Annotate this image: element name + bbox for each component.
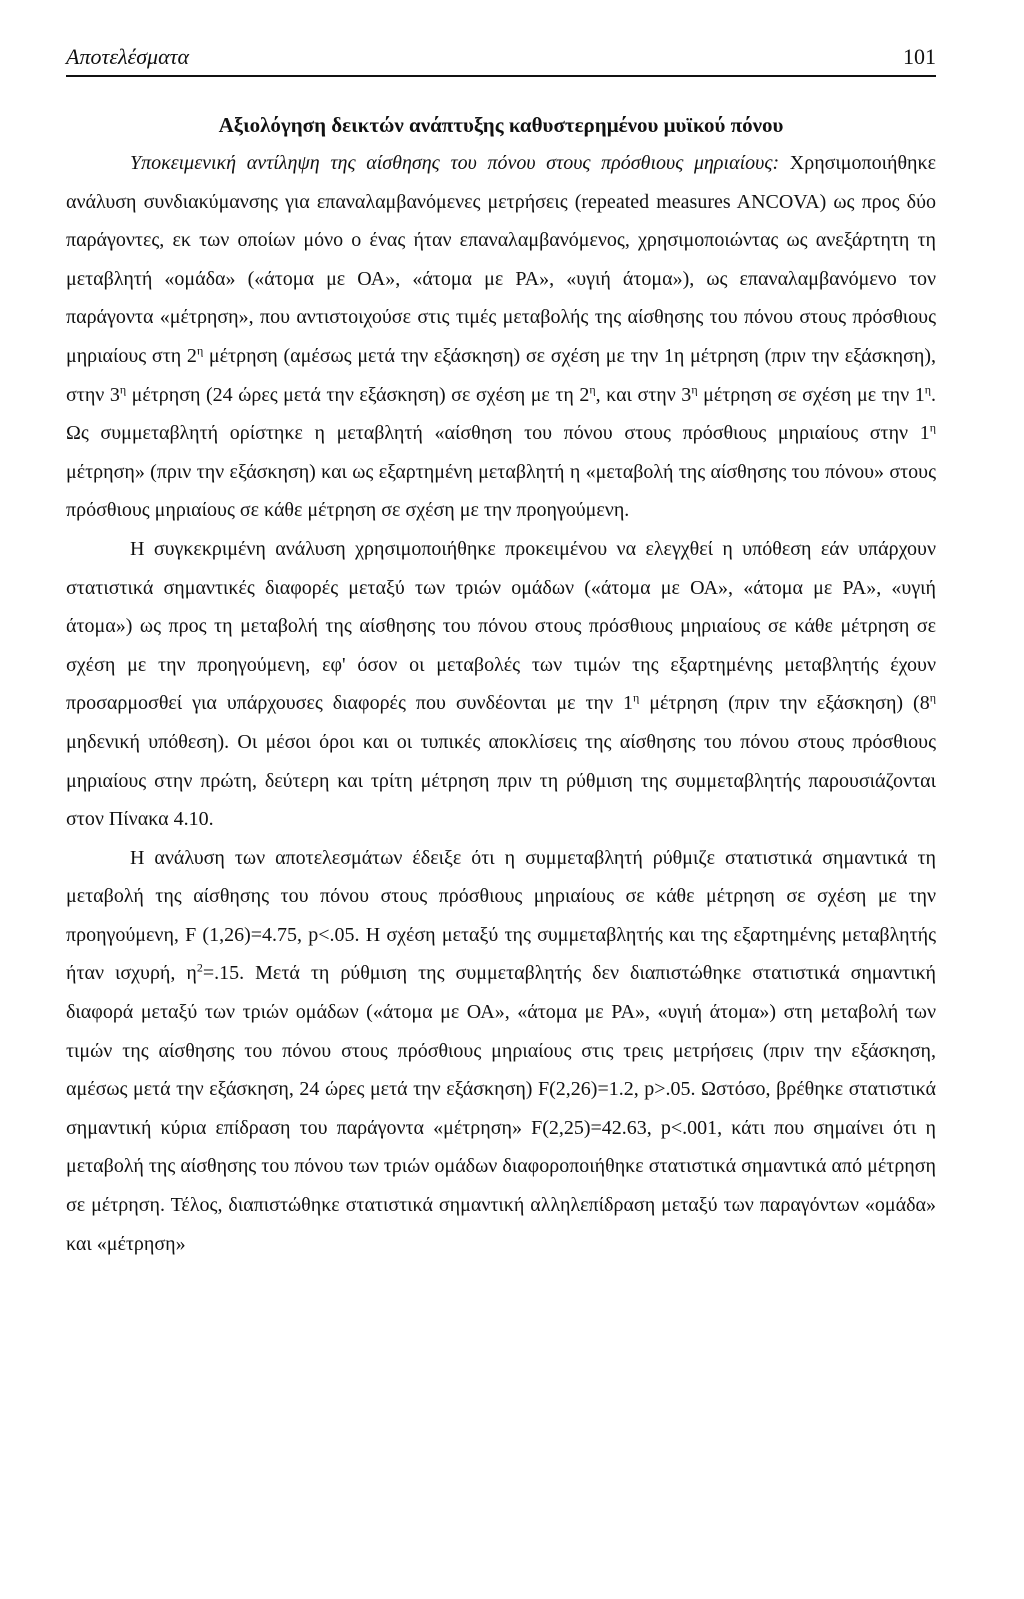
paragraph-1-subtitle: Υποκειμενική αντίληψη της αίσθησης του πόνου στους πρόσθιους μηριαίους: [130, 152, 780, 174]
paragraph-3: Η ανάλυση των αποτελεσμάτων έδειξε ότι η συμμεταβλητή ρύθμιζε στατιστικά σημαντικά τη μεταβολή της αίσθησης του πόνου στους πρόσθιους μηριαίους σε κάθε μέτρηση σε σχέση με την προηγούμενη, F (1,26)=4.75, p<.05. Η σχέση μεταξύ της συμμεταβλητής και της εξαρτημένης μεταβλητής ήταν ισχυρή, $\eta^2=.15$. Μετά τη ρύθμιση της συμμεταβλητής δεν διαπιστώθηκε στατιστικά σημαντική διαφορά μεταξύ των τριών ομάδων («άτομα με ΟΑ», «άτομα με ΡΑ», «υγιή άτομα») στη μεταβολή των τιμών της αίσθησης του πόνου στους πρόσθιους μηριαίους στις τρεις μετρήσεις (πριν την εξάσκηση, αμέσως μετά την εξάσκηση, 24 ώρες μετά την εξάσκηση) F(2,26)=1.2, p>.05. Ωστόσο, βρέθηκε στατιστικά σημαντική κύρια επίδραση του παράγοντα «μέτρηση» F(2,25)=42.63, p<.001, κάτι που σημαίνει ότι η μεταβολή της αίσθησης του πόνου των τριών ομάδων διαφοροποιήθηκε στατιστικά σημαντικά από μέτρηση σε μέτρηση. Τέλος, διαπιστώθηκε στατιστικά σημαντική αλληλεπίδραση μεταξύ των παραγόντων «ομάδα» και «μέτρηση» [66, 846, 937, 1255]
page-header [66, 40, 936, 74]
page-number: 101 [903, 44, 936, 69]
header-rule [66, 75, 936, 77]
body-text [66, 107, 936, 1263]
paragraph-2: Η συγκεκριμένη ανάλυση χρησιμοποιήθηκε προκειμένου να ελεγχθεί η υπόθεση εάν υπάρχουν στατιστικά σημαντικές διαφορές μεταξύ των τριών ομάδων («άτομα με ΟΑ», «άτομα με ΡΑ», «υγιή άτομα») ως προς τη μεταβολή της αίσθησης του πόνου στους πρόσθιους μηριαίους σε κάθε μέτρηση σε σχέση με την προηγούμενη, εφ' όσον οι μεταβολές των τιμών της εξαρτημένης μεταβλητής έχουν προσαρμοσθεί για υπάρχουσες διαφορές που συνδέονται με την $1^\eta$ μέτρηση (πριν την εξάσκηση) ($8^\eta$ μηδενική υπόθεση). Οι μέσοι όροι και οι τυπικές αποκλίσεις της αίσθησης του πόνου στους πρόσθιους μηριαίους στην πρώτη, δεύτερη και τρίτη μέτρηση πριν τη ρύθμιση της συμμεταβλητής παρουσιάζονται στον Πίνακα 4.10. [66, 537, 936, 831]
running-section-title: Αποτελέσματα [66, 44, 190, 69]
paragraph-1: Υποκειμενική αντίληψη της αίσθησης του πόνου στους πρόσθιους μηριαίους: Χρησιμοποιήθηκε ανάλυση συνδιακύμανσης για επαναλαμβανόμενες μετρήσεις (repeated measures ANCOVA) ως προς δύο παράγοντες, εκ των οποίων μόνο ο ένας ήταν επαναλαμβανόμενος, χρησιμοποιώντας ως ανεξάρτητη τη μεταβλητή «ομάδα» («άτομα με ΟΑ», «άτομα με ΡΑ», «υγιή άτομα»), ως επαναλαμβανόμενο τον παράγοντα «μέτρηση», που αντιστοιχούσε στις τιμές μεταβολής της αίσθησης του πόνου στους πρόσθιους μηριαίους στη $2^\eta$ μέτρηση (αμέσως μετά την εξάσκηση) σε σχέση με την 1η μέτρηση (πριν την εξάσκηση), στην $3^\eta$ μέτρηση (24 ώρες μετά την εξάσκηση) σε σχέση με τη $2^\eta$, και στην $3^\eta$ μέτρηση σε σχέση με την $1^\eta$. Ως συμμεταβλητή ορίστηκε η μεταβλητή «αίσθηση του πόνου στους πρόσθιους μηριαίους στην $1^\eta$ μέτρηση» (πριν την εξάσκηση) και ως εξαρτημένη μεταβλητή η «μεταβολή της αίσθησης του πόνου» στους πρόσθιους μηριαίους σε κάθε μέτρηση σε σχέση με την προηγούμενη. [66, 152, 936, 522]
section-heading: Αξιολόγηση δεικτών ανάπτυξης καθυστερημένου μυϊκού πόνου [218, 113, 784, 137]
